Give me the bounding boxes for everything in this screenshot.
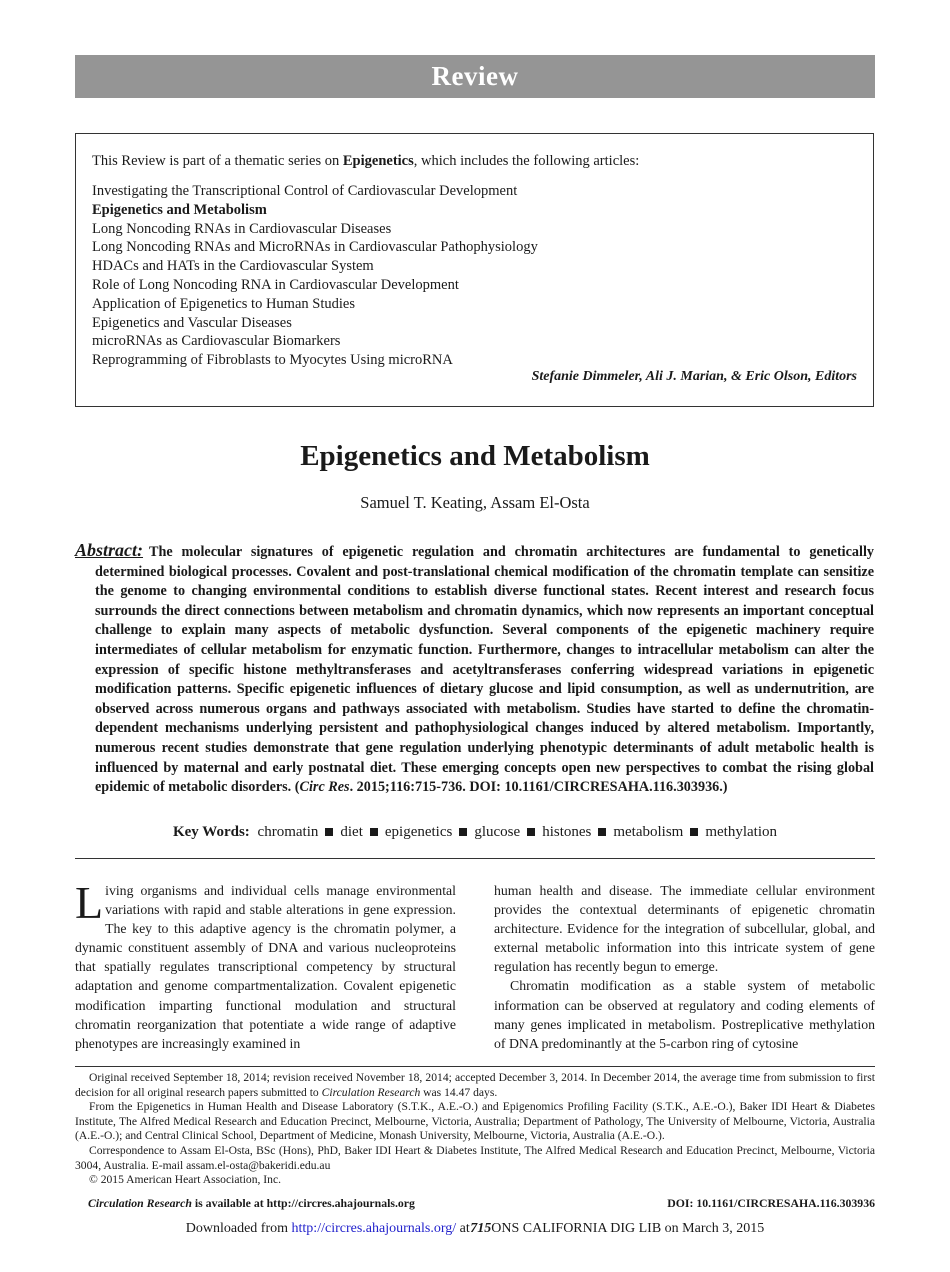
- abstract: [75, 540, 874, 798]
- keyword: epigenetics: [384, 824, 453, 840]
- section-divider: [75, 858, 875, 859]
- keywords: [0, 824, 950, 841]
- received-tail: was 14.47 days.: [420, 1085, 498, 1099]
- body-column-right: [494, 881, 875, 1053]
- download-link[interactable]: http://circres.ahajournals.org/: [291, 1221, 457, 1236]
- keyword-separator: [459, 828, 467, 836]
- keyword: chromatin: [257, 824, 319, 840]
- keyword: diet: [340, 824, 363, 840]
- series-article: Reprogramming of Fibroblasts to Myocytes Using microRNA: [92, 352, 453, 369]
- body-paragraph: Chromatin modification as a stable system of metabolic information can be observed at regulatory and coding elements of many genes implicated in metabolism. Postreplicative methylation of DNA predominantly at the 5-carbon ring of cytosine: [494, 978, 875, 1051]
- footer-doi: DOI: 10.1161/CIRCRESAHA.116.303936: [667, 1196, 875, 1210]
- series-article: Application of Epigenetics to Human Studies: [92, 295, 355, 312]
- article-title: Epigenetics and Metabolism: [300, 440, 650, 472]
- series-editors: Stefanie Dimmeler, Ali J. Marian, & Eric Olson, Editors: [531, 369, 857, 384]
- keyword-separator: [370, 828, 378, 836]
- series-article: microRNAs as Cardiovascular Biomarkers: [92, 333, 341, 350]
- journal-availability: [88, 1196, 415, 1211]
- citation-details: . 2015;116:715-736. DOI: 10.1161/CIRCRESAHA.116.303936.): [349, 779, 728, 796]
- download-prefix: Downloaded from: [185, 1221, 292, 1236]
- citation-journal: Circ Res: [299, 779, 350, 796]
- abstract-label: Abstract:: [75, 540, 144, 560]
- series-intro: [92, 153, 639, 170]
- series-article: Role of Long Noncoding RNA in Cardiovascular Development: [92, 276, 459, 293]
- series-article: Long Noncoding RNAs and MicroRNAs in Cardiovascular Pathophysiology: [92, 239, 538, 256]
- footnote-divider: [75, 1066, 875, 1067]
- article-authors: Samuel T. Keating, Assam El-Osta: [360, 493, 590, 512]
- series-intro-tail: , which includes the following articles:: [413, 153, 640, 169]
- download-joiner: at: [456, 1221, 474, 1236]
- citation: (Circ Res. 2015;116:715-736. DOI: 10.1161/CIRCRESAHA.116.303936.): [294, 779, 728, 796]
- series-article: Investigating the Transcriptional Control of Cardiovascular Development: [92, 183, 518, 199]
- download-suffix: ONS CALIFORNIA DIG LIB on March 3, 2015: [491, 1221, 765, 1236]
- series-intro-text: This Review is part of a thematic series on: [92, 153, 343, 169]
- keyword-separator: [598, 828, 606, 836]
- received-note: [75, 1071, 875, 1100]
- journal-url-text: is available at http://circres.ahajournals.org: [191, 1196, 415, 1210]
- series-topic: Epigenetics: [342, 153, 414, 169]
- keyword: methylation: [705, 824, 778, 840]
- footnotes: [75, 1071, 875, 1188]
- drop-cap: L: [75, 877, 104, 928]
- review-banner-label: Review: [431, 61, 519, 91]
- page-number: 715: [470, 1221, 492, 1236]
- body-paragraph: iving organisms and individual cells manage environmental variations with rapid and stable alterations in gene expression. The key to this adaptive agency is the chromatin polymer, a dynamic constituent assembly of DNA and various nucleoproteins that spatially regulates transcriptional competency by structural adaptation and genome compartmentalization. Covalent epigenetic modification imparting functional modulation and structural chromatin reorganization that potentiate a wide range of adaptive phenotypes are increasingly examined in: [75, 883, 456, 1051]
- received-journal: Circulation Research: [321, 1085, 421, 1099]
- keyword: metabolism: [613, 824, 684, 840]
- keyword: histones: [542, 824, 592, 840]
- series-article-list: [92, 182, 538, 370]
- affiliations-note: From the Epigenetics in Human Health and Disease Laboratory (S.T.K., A.E.-O.) and Epigenomics Profiling Facility (S.T.K., A.E.-O.), Baker IDI Heart & Diabetes Institute, The Alfred Medical Research and Education Precinct, Melbourne, Victoria, Australia; Department of Pathology, The University of Melbourne, Victoria, Australia (A.E.-O.); and Central Clinical School, Department of Medicine, Monash University, Melbourne, Victoria, Australia (A.E.-O.).: [75, 1100, 875, 1143]
- series-article: HDACs and HATs in the Cardiovascular System: [92, 258, 374, 275]
- series-article-current: Epigenetics and Metabolism: [92, 201, 267, 218]
- keyword-separator: [690, 828, 698, 836]
- keyword-separator: [325, 828, 333, 836]
- download-stamp: [0, 1221, 950, 1237]
- keyword-separator: [527, 828, 535, 836]
- body-column-left: [75, 877, 456, 1053]
- abstract-text: The molecular signatures of epigenetic regulation and chromatin architectures are fundamental to genetically determined biological processes. Covalent and post-translational chemical modification of the chromatin template can sensitize the genome to changing environmental conditions to establish diverse functional states. Recent interest and research focus surrounds the direct connections between metabolism and chromatin dynamics, which now represents an important conceptual challenge to explain many aspects of metabolic dysfunction. Several components of the epigenetic machinery require intermediates of cellular metabolism for enzymatic function. Furthermore, changes to intracellular metabolism can alter the expression of specific histone methyltransferases and acetyltransferases conferring widespread variations in epigenetic modification patterns. Specific epigenetic influences of dietary glucose and lipid consumption, as well as undernutrition, are observed across numerous organs and pathways associated with metabolism. Studies have started to define the chromatin-dependent mechanisms underlying persistent and pathophysiological changes induced by altered metabolism. Importantly, numerous recent studies demonstrate that gene regulation underlying phenotypic determinants of adult metabolic health is influenced by maternal and early postnatal diet. These emerging concepts open new perspectives to combat the rising global epidemic of metabolic disorders.: [95, 544, 874, 796]
- copyright-note: © 2015 American Heart Association, Inc.: [89, 1173, 282, 1187]
- body-paragraph: human health and disease. The immediate cellular environment provides the contextual determinants of epigenetic chromatin architecture. Evidence for the integration of subcellular, global, and external metabolic information into this intricate system of gene regulation has recently begun to emerge.: [494, 883, 875, 975]
- received-text: Original received September 18, 2014; revision received November 18, 2014; accepted December 3, 2014. In December 2014, the average time from submission to first decision for all original research papers submitted to: [75, 1071, 875, 1099]
- series-article: Long Noncoding RNAs in Cardiovascular Diseases: [92, 220, 392, 237]
- thematic-series-box: [75, 133, 874, 407]
- journal-name: Circulation Research: [88, 1196, 192, 1210]
- correspondence-note: Correspondence to Assam El-Osta, BSc (Hons), PhD, Baker IDI Heart & Diabetes Institute, The Alfred Medical Research and Education Precinct, Melbourne, Victoria 3004, Australia. E-mail assam.el-osta@bakeridi.edu.au: [75, 1143, 875, 1172]
- keyword: glucose: [474, 824, 521, 840]
- keywords-label: Key Words:: [172, 824, 250, 840]
- review-banner: [75, 55, 875, 98]
- series-article: Epigenetics and Vascular Diseases: [92, 314, 292, 331]
